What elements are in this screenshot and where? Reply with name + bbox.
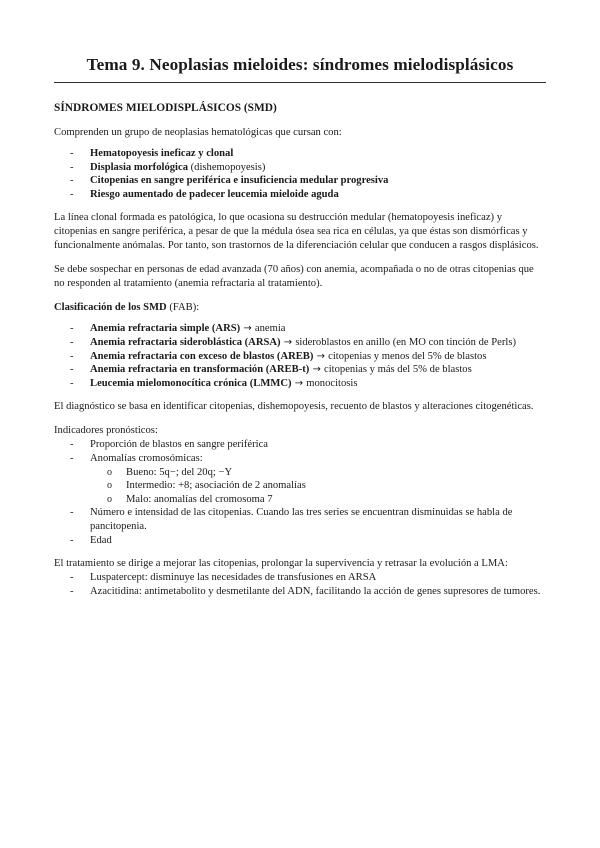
treatment-intro: El tratamiento se dirige a mejorar las citopenias, prolongar la supervivencia y retrasar la evolución a LMA: bbox=[54, 558, 508, 570]
list-item-bold: Anemia refractaria con exceso de blastos (AREB) bbox=[90, 350, 314, 362]
arrow-icon: → bbox=[313, 350, 329, 362]
list-item bbox=[54, 147, 546, 161]
classification-list bbox=[54, 322, 546, 390]
list-item bbox=[54, 174, 546, 188]
list-item-text: (dishemopoyesis) bbox=[188, 161, 266, 173]
sublist-item: o Malo: anomalías del cromosoma 7 bbox=[54, 493, 546, 507]
list-item bbox=[54, 188, 546, 202]
list-item bbox=[54, 377, 546, 391]
sublist-item: o Bueno: 5q−; del 20q; −Y bbox=[54, 466, 546, 480]
arrow-icon: → bbox=[291, 377, 307, 389]
list-item-bold: Anemia refractaria simple (ARS) bbox=[90, 323, 241, 335]
classification-heading-bold: Clasificación de los SMD bbox=[54, 302, 167, 314]
list-item bbox=[54, 452, 546, 506]
document-title: Tema 9. Neoplasias mieloides: síndromes mielodisplásicos bbox=[86, 55, 514, 74]
list-item-text: monocitosis bbox=[306, 377, 358, 389]
list-item-bold: Riesgo aumentado de padecer leucemia mieloide aguda bbox=[90, 188, 339, 200]
sublist-item: o Intermedio: +8; asociación de 2 anomalías bbox=[54, 479, 546, 493]
clonal-paragraph: La línea clonal formada es patológica, lo que ocasiona su destrucción medular (hematopoyesis ineficaz) y citopenias en sangre periférica, a pesar de que la médula ósea sea rica en células, ya que éstas son dismórficas y funcionalmente anómalas. Por tanto, son trastornos de la diferenciación celular que conducen a rasgos displásicos. bbox=[54, 212, 539, 252]
list-item-bold: Citopenias en sangre periférica e insuficiencia medular progresiva bbox=[90, 175, 389, 187]
list-item-bold: Anemia refractaria en transformación (AREB-t) bbox=[90, 364, 310, 376]
chromosomal-sublist bbox=[54, 466, 546, 507]
list-item bbox=[54, 336, 546, 350]
classification-heading-rest: (FAB): bbox=[166, 302, 200, 314]
list-item-text: sideroblastos en anillo (en MO con tinción de Perls) bbox=[295, 336, 516, 348]
list-item bbox=[54, 350, 546, 364]
list-item-bold: Anemia refractaria sideroblástica (ARSA) bbox=[90, 336, 281, 348]
list-item-bold: Displasia morfológica bbox=[90, 161, 188, 173]
prognostic-list bbox=[54, 438, 546, 547]
list-item-bold: Hematopoyesis ineficaz y clonal bbox=[90, 148, 234, 159]
list-item: - Número e intensidad de las citopenias. Cuando las tres series se encuentran disminuidas se habla de pancitopenia. bbox=[54, 506, 546, 533]
list-item-bold: Leucemia mielomonocítica crónica (LMMC) bbox=[90, 377, 292, 389]
list-item: - Proporción de blastos en sangre periférica bbox=[54, 438, 546, 452]
arrow-icon: → bbox=[309, 364, 325, 376]
treatment-list bbox=[54, 571, 546, 598]
list-item bbox=[54, 322, 546, 336]
features-list bbox=[54, 147, 546, 201]
list-item-text: anemia bbox=[254, 323, 286, 335]
list-item: - Edad bbox=[54, 534, 546, 548]
list-item-text: citopenias y menos del 5% de blastos bbox=[328, 350, 487, 362]
diagnosis-paragraph: El diagnóstico se basa en identificar citopenias, dishemopoyesis, recuento de blastos y alteraciones citogenéticas. bbox=[54, 401, 534, 413]
list-item bbox=[54, 363, 546, 377]
list-item-text: Anomalías cromosómicas: bbox=[90, 452, 203, 464]
list-item: - Luspatercept: disminuye las necesidades de transfusiones en ARSA bbox=[54, 571, 546, 585]
prognostic-heading: Indicadores pronósticos: bbox=[54, 425, 158, 437]
list-item bbox=[54, 161, 546, 175]
classification-heading bbox=[54, 301, 546, 315]
arrow-icon: → bbox=[280, 336, 296, 348]
list-item: - Azacitidina: antimetabolito y desmetilante del ADN, facilitando la acción de genes supresores de tumores. bbox=[54, 585, 546, 599]
arrow-icon: → bbox=[240, 323, 255, 335]
suspect-paragraph: Se debe sospechar en personas de edad avanzada (70 años) con anemia, acompañada o no de otras citopenias que no responden al tratamiento (anemia refractaria al tratamiento). bbox=[54, 264, 534, 290]
section-heading: SÍNDROMES MIELODISPLÁSICOS (SMD) bbox=[54, 102, 277, 114]
intro-paragraph: Comprenden un grupo de neoplasias hematológicas que cursan con: bbox=[54, 127, 342, 138]
title-divider bbox=[54, 82, 546, 83]
list-item-text: citopenias y más del 5% de blastos bbox=[324, 364, 472, 376]
